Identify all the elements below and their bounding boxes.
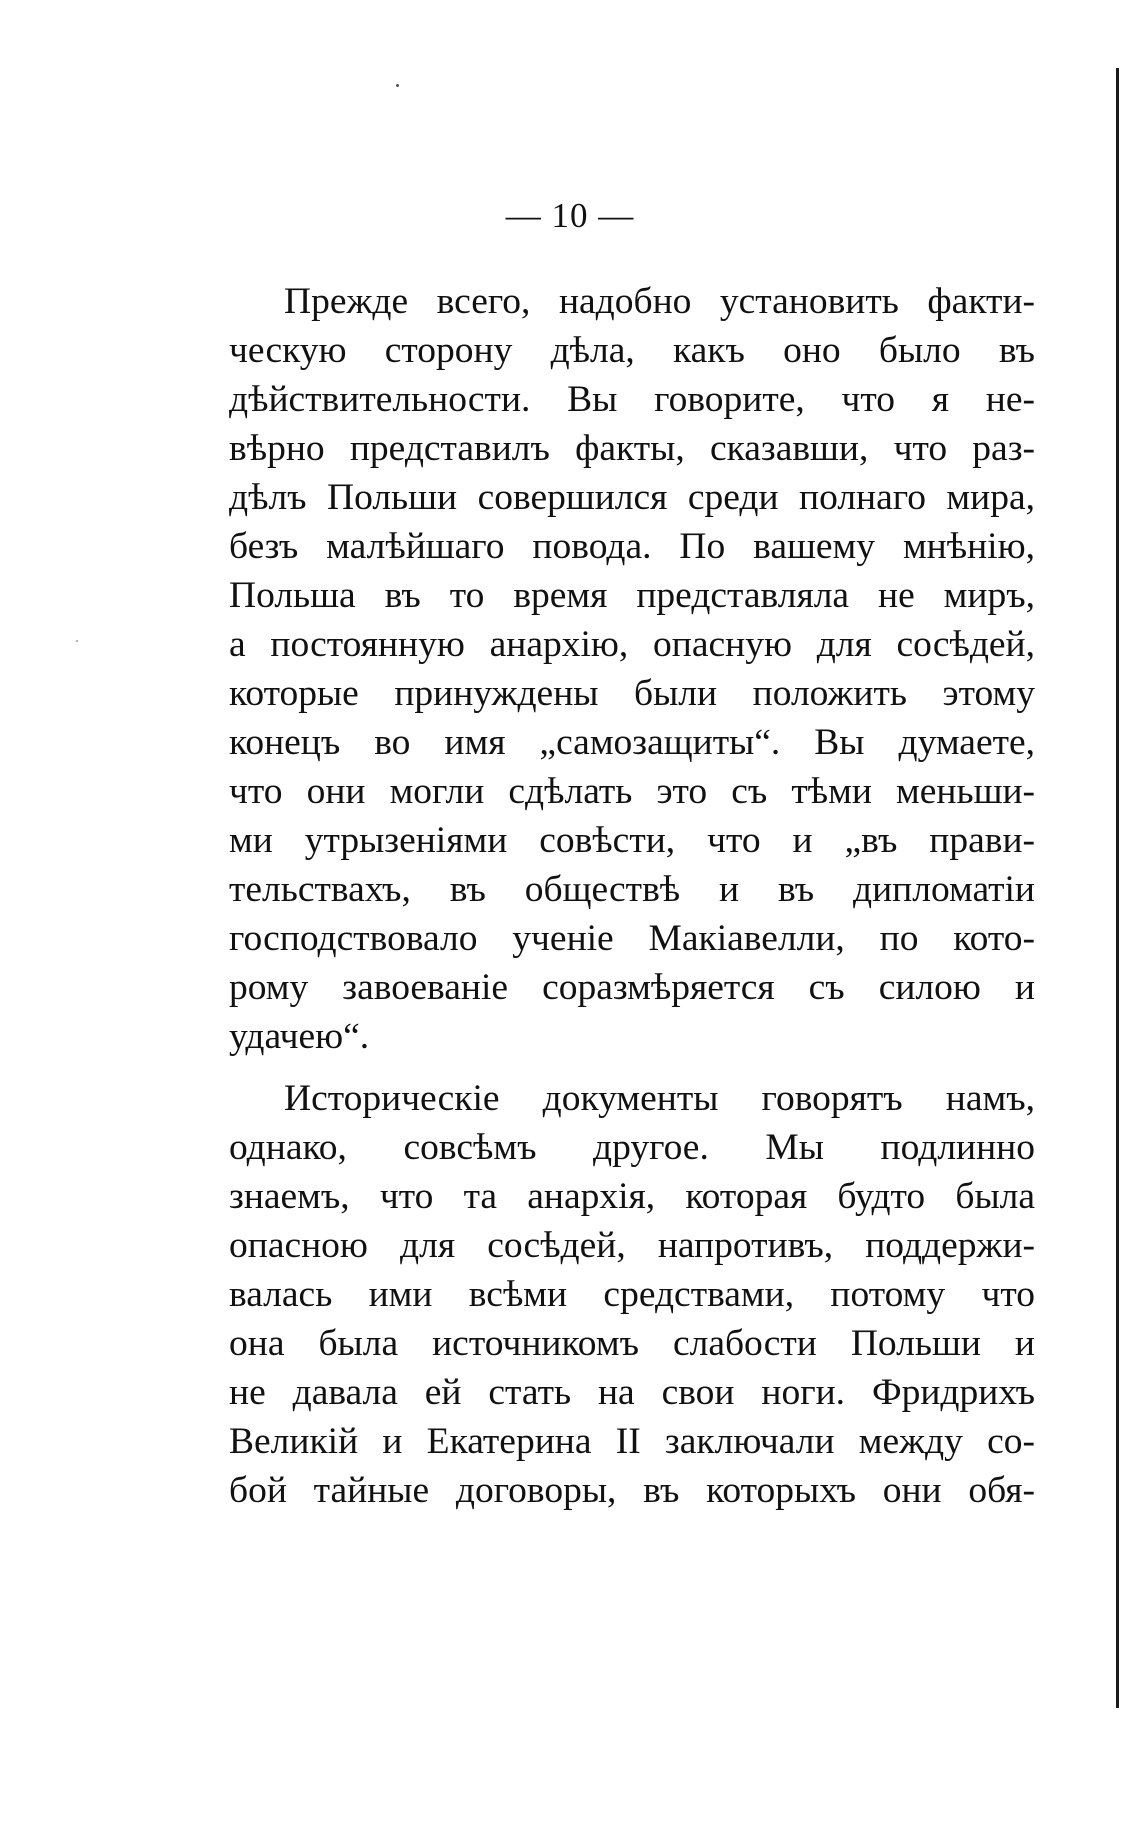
text-line: Великій и Екатерина II заключали между со- (229, 1421, 1035, 1462)
text-line: Прежде всего, надобно установить факти- (284, 281, 1035, 322)
text-line: ческую сторону дѣла, какъ оно было въ (229, 330, 1035, 371)
print-speck (76, 640, 78, 642)
print-speck (396, 84, 399, 87)
text-line: однако, совсѣмъ другое. Мы подлинно (229, 1127, 1035, 1168)
text-line: вѣрно представилъ факты, сказавши, что раз- (229, 428, 1035, 469)
text-line: Польша въ то время представляла не миръ, (229, 575, 1035, 616)
text-line: валась ими всѣми средствами, потому что (229, 1274, 1035, 1315)
body-text (229, 277, 1035, 1515)
text-line: что они могли сдѣлать это съ тѣми меньши- (229, 771, 1035, 812)
text-line: опасною для сосѣдей, напротивъ, поддержи- (229, 1225, 1035, 1266)
text-line: ми утрызеніями совѣсти, что и „въ прави- (229, 820, 1035, 861)
text-line: тельствахъ, въ обществѣ и въ дипломатіи (229, 869, 1035, 910)
text-line: она была источникомъ слабости Польши и (229, 1323, 1035, 1364)
text-line: безъ малѣйшаго повода. По вашему мнѣнію, (229, 526, 1035, 567)
text-line: а постоянную анархію, опасную для сосѣдей, (229, 624, 1035, 665)
text-line: рому завоеваніе соразмѣряется съ силою и (229, 967, 1035, 1008)
paragraph-1 (229, 277, 1035, 1061)
page-edge-line (1116, 68, 1119, 1708)
text-line: Историческіе документы говорятъ намъ, (284, 1078, 1035, 1119)
text-line: господствовало ученіе Макіавелли, по кото- (229, 918, 1035, 959)
page-number: — 10 — (505, 196, 635, 235)
text-line: удачею“. (229, 1016, 370, 1057)
paragraph-2 (229, 1074, 1035, 1515)
text-line: конецъ во имя „самозащиты“. Вы думаете, (229, 722, 1035, 763)
text-line: знаемъ, что та анархія, которая будто была (229, 1176, 1035, 1217)
text-line: дѣйствительности. Вы говорите, что я не- (229, 379, 1035, 420)
text-line: которые принуждены были положить этому (229, 673, 1035, 714)
text-line: дѣлъ Польши совершился среди полнаго мира, (229, 477, 1035, 518)
text-line: не давала ей стать на свои ноги. Фридрихъ (229, 1372, 1035, 1413)
text-line: бой тайные договоры, въ которыхъ они обя- (229, 1470, 1035, 1511)
